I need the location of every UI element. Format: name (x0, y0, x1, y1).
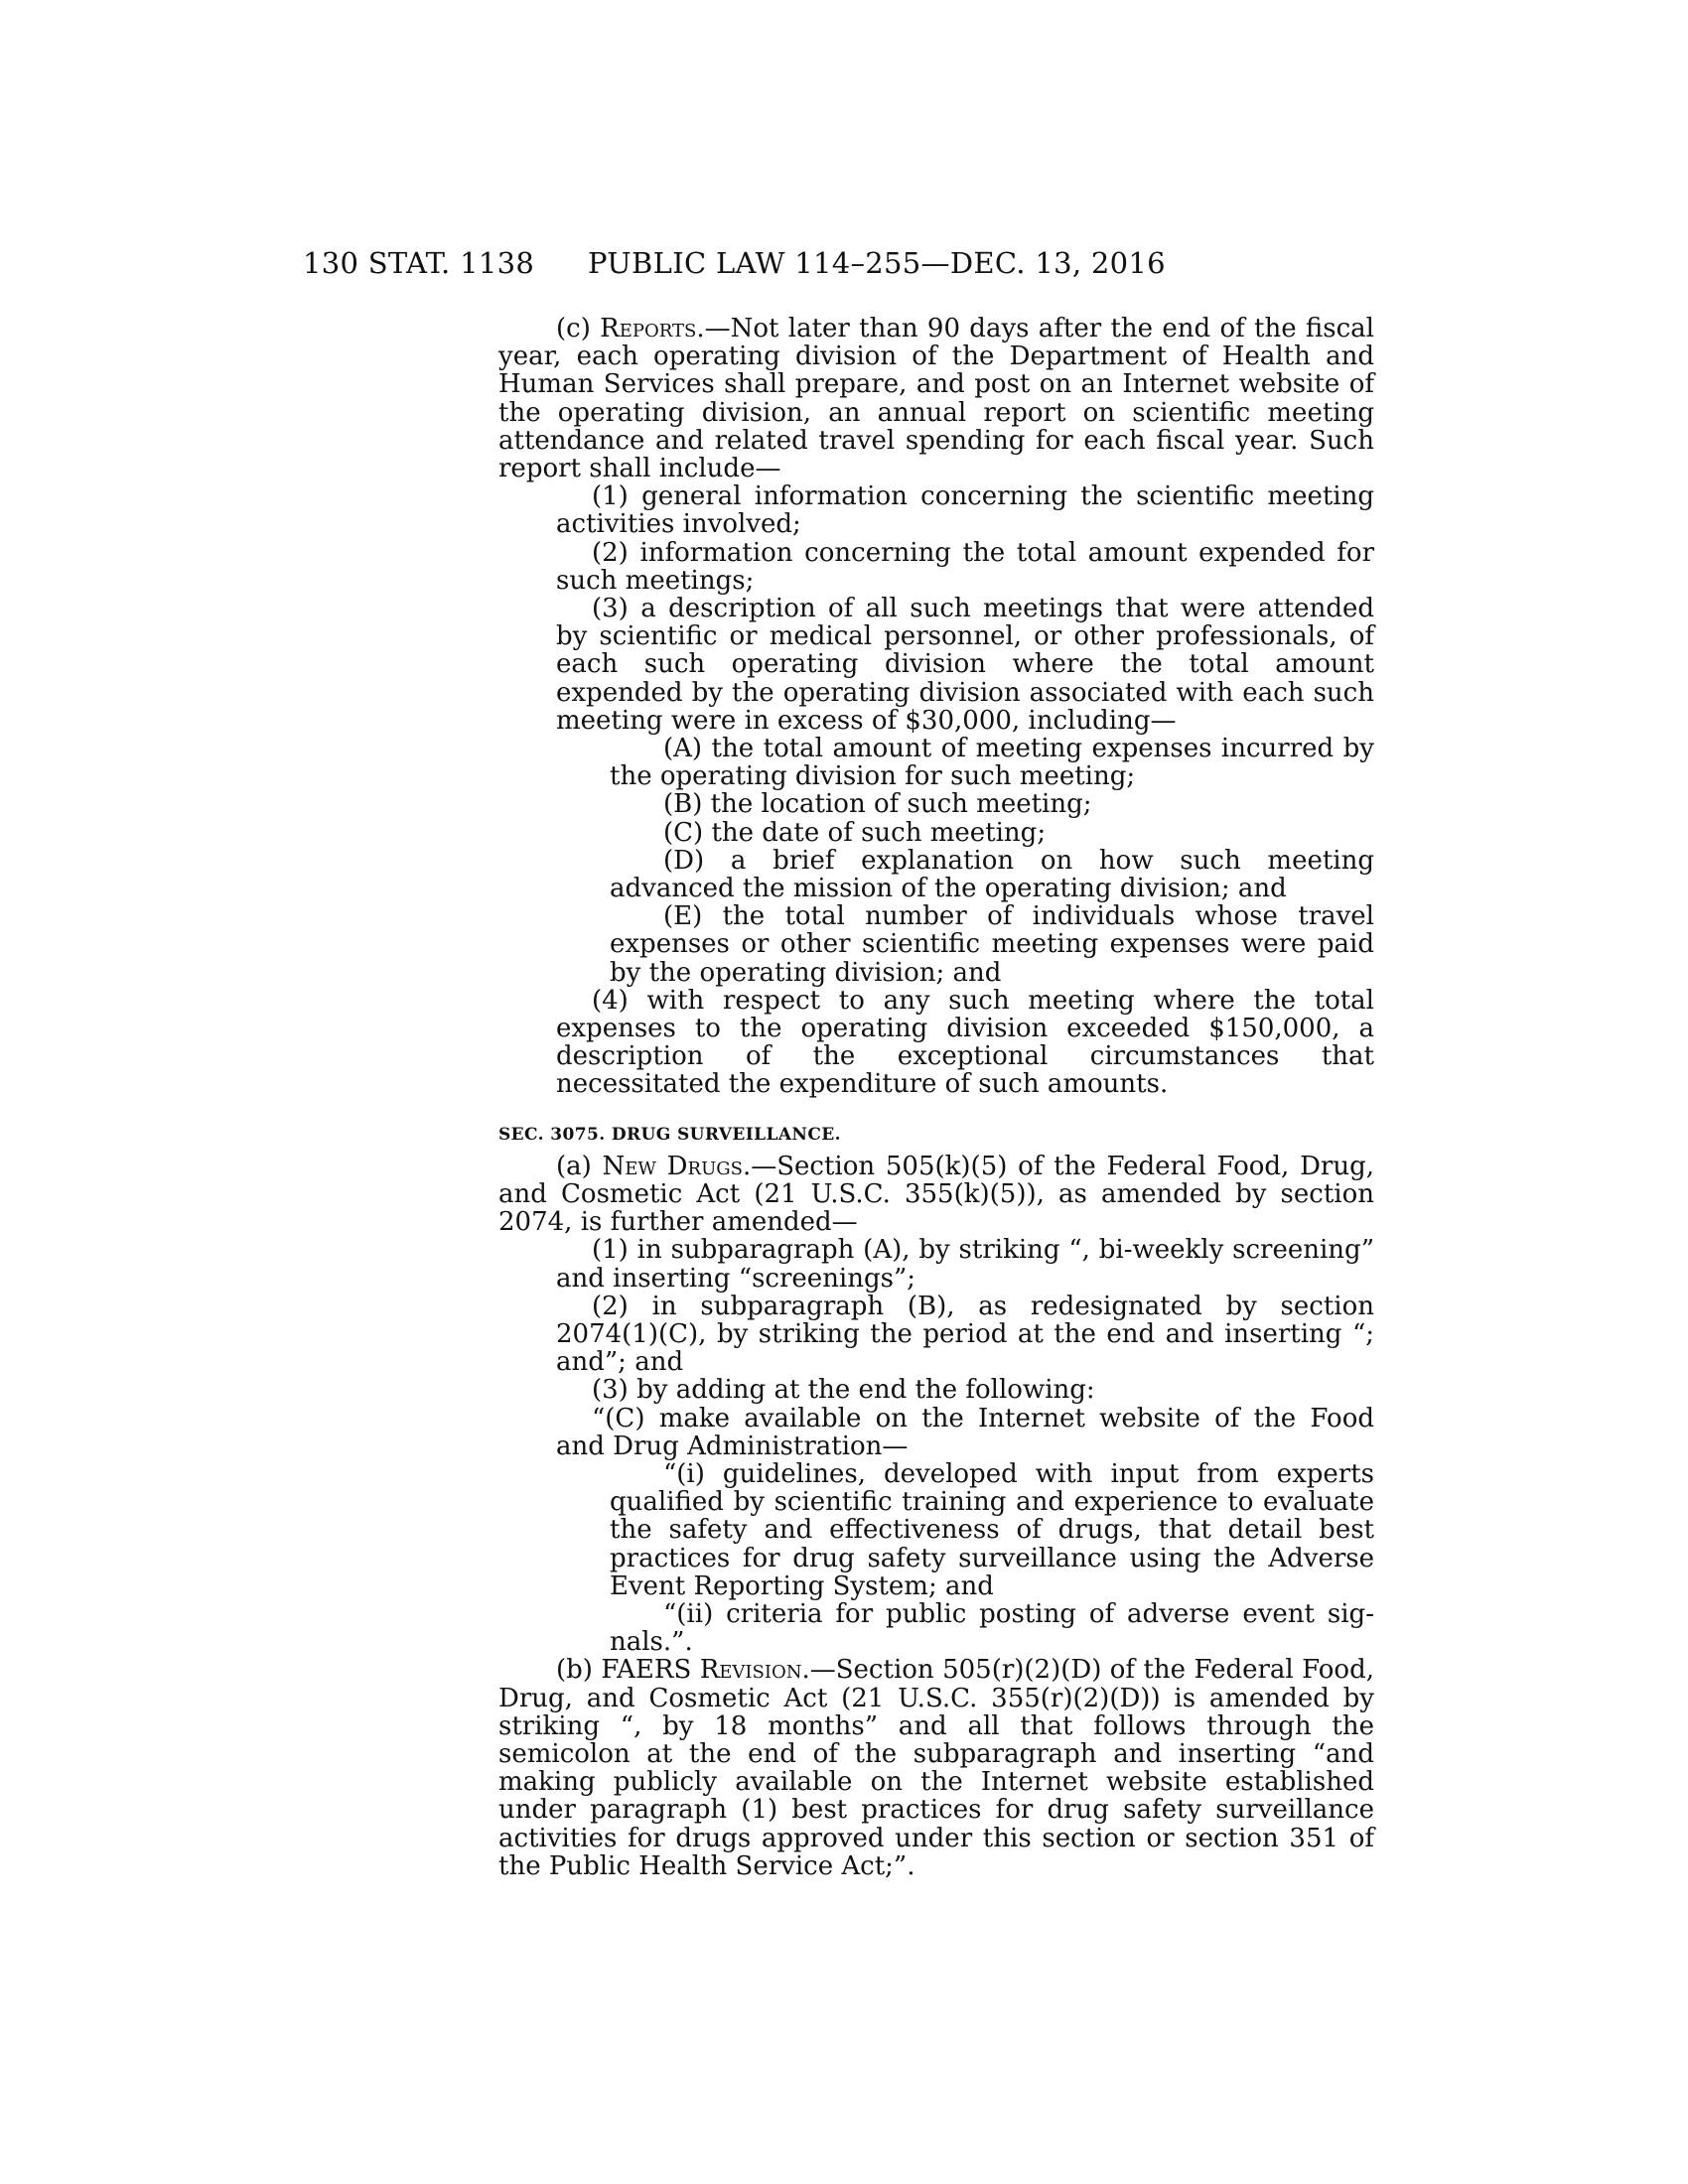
list-item: (1) in subparagraph (A), by striking “, bi-weekly screening” and inserting “screenings”; (556, 1235, 1374, 1294)
paragraph-heading: New Drugs (602, 1151, 743, 1181)
reports-paragraph (498, 315, 1374, 482)
list-item: (2) information concerning the total amount expended for such meetings; (556, 537, 1374, 596)
list-item: (2) in subparagraph (B), as redesignated by section 2074(1)(C), by striking the period at the end and inserting “; and”; and (556, 1291, 1374, 1378)
paragraph-label: (c) (556, 314, 601, 343)
clause-item: “(ii) criteria for public posting of adverse event signals.”. (610, 1598, 1374, 1658)
statute-page-reference: 130 STAT. 1138 (303, 246, 535, 280)
list-item: (3) by adding at the end the following: (592, 1375, 1095, 1406)
document-body (498, 315, 1374, 1880)
sub-list-item: (B) the location of such meeting; (663, 789, 1092, 820)
section-heading: SEC. 3075. DRUG SURVEILLANCE. (498, 1124, 841, 1145)
paragraph-label: (a) (556, 1151, 603, 1181)
list-item: (1) general information concerning the scientific meeting activities involved; (556, 481, 1374, 540)
running-head: PUBLIC LAW 114–255—DEC. 13, 2016 (588, 246, 1166, 280)
sub-list-item: (E) the total number of individuals whose travel expenses or other scientific meeting expenses were paid by the operating division; and (610, 901, 1374, 988)
paragraph-text: .—Not later than 90 days after the end of the fiscal year, each operating division of the Department of Health and Human Services shall prepare, and post on an Internet website of the operating division, an annual report on scientific meeting attendance and related travel spending for each fiscal year. Such report shall include— (498, 314, 1374, 484)
clause-item: “(i) guidelines, developed with input from experts qualified by scientific training and experience to evaluate the safety and effectiveness of drugs, that detail best practices for drug safety surveillance using the Adverse Event Reporting System; and (610, 1458, 1374, 1601)
sub-list-item: (A) the total amount of meeting expenses incurred by the operating division for such meeting; (610, 734, 1374, 792)
paragraph-heading: Revision (699, 1655, 802, 1686)
list-item: “(C) make available on the Internet website of the Food and Drug Administration— (556, 1403, 1374, 1461)
paragraph-label: (b) FAERS (556, 1655, 700, 1686)
page-header (303, 246, 1370, 286)
paragraph-heading: Reports (600, 314, 697, 343)
subsection-b (498, 1656, 1374, 1880)
paragraph-text: .—Section 505(k)(5) of the Federal Food, Drug, and Cosmetic Act (21 U.S.C. 355(k)(5)), as amended by section 2074, is further amended— (498, 1151, 1374, 1238)
subsection-a (498, 1153, 1374, 1237)
list-item: (4) with respect to any such meeting where the total expenses to the operating division exceeded $150,000, a description of the exceptional circumstances that necessitated the expenditure of such amounts. (556, 985, 1374, 1100)
list-item: (3) a description of all such meetings that were attended by scientific or medical personnel, or other professionals, of each such operating division where the total amount expended by the operating division associated with each such meeting were in excess of $30,000, including— (556, 594, 1374, 736)
sub-list-item: (D) a brief explanation on how such meeting advanced the mission of the operating division; and (610, 845, 1374, 904)
sub-list-item: (C) the date of such meeting; (663, 817, 1047, 848)
paragraph-text: .—Section 505(r)(2)(D) of the Federal Food, Drug, and Cosmetic Act (21 U.S.C. 355(r)(2)(D)) is amended by striking “, by 18 months” and all that follows through the semicolon at the end of the subparagraph and inserting “and making publicly available on the Internet website established under paragraph (1) best practices for drug safety surveillance activities for drugs approved under this section or section 351 of the Public Health Service Act;”. (498, 1655, 1374, 1881)
